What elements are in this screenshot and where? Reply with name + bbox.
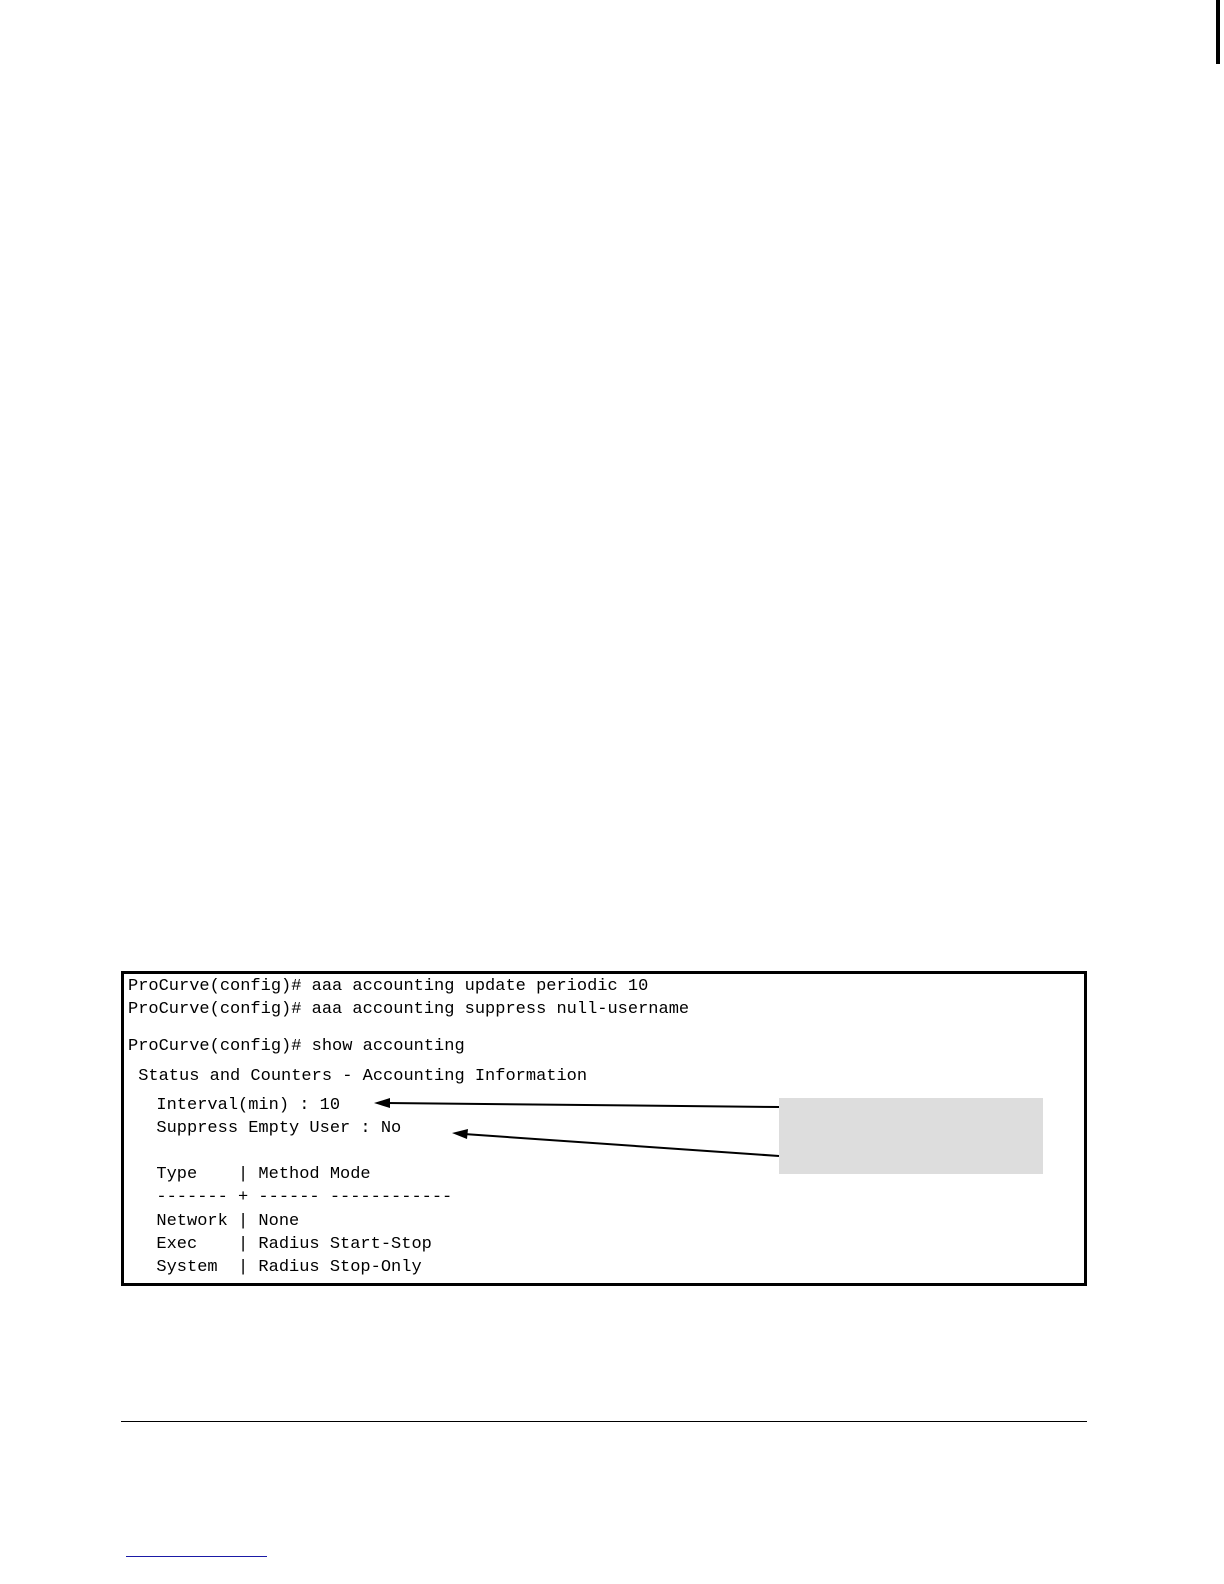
- interval-line: Interval(min) : 10: [136, 1096, 341, 1115]
- output-heading: Status and Counters - Accounting Information: [128, 1067, 588, 1086]
- footer-link-underline: [126, 1556, 267, 1557]
- interval-arrowhead-icon: [374, 1098, 390, 1108]
- suppress-arrowhead-icon: [452, 1129, 468, 1139]
- footer-rule: [121, 1421, 1087, 1422]
- table-row: System | Radius Stop-Only: [136, 1258, 422, 1277]
- cli-command-line: ProCurve(config)# aaa accounting update periodic 10: [128, 977, 649, 996]
- table-row: Exec | Radius Start-Stop: [136, 1235, 432, 1254]
- cli-output-figure: [121, 971, 1087, 1286]
- table-header: Type | Method Mode: [136, 1165, 371, 1184]
- suppress-arrow-line: [464, 1134, 779, 1156]
- table-separator: ------- + ------ ------------: [136, 1188, 453, 1207]
- suppress-empty-user-line: Suppress Empty User : No: [136, 1119, 402, 1138]
- callout-arrows: [124, 974, 1084, 1283]
- table-row: Network | None: [136, 1212, 300, 1231]
- interval-arrow-line: [386, 1103, 779, 1107]
- page-edge-bar: [1216, 0, 1220, 64]
- cli-command-line: ProCurve(config)# aaa accounting suppress null-username: [128, 1000, 690, 1019]
- cli-command-line: ProCurve(config)# show accounting: [128, 1037, 465, 1056]
